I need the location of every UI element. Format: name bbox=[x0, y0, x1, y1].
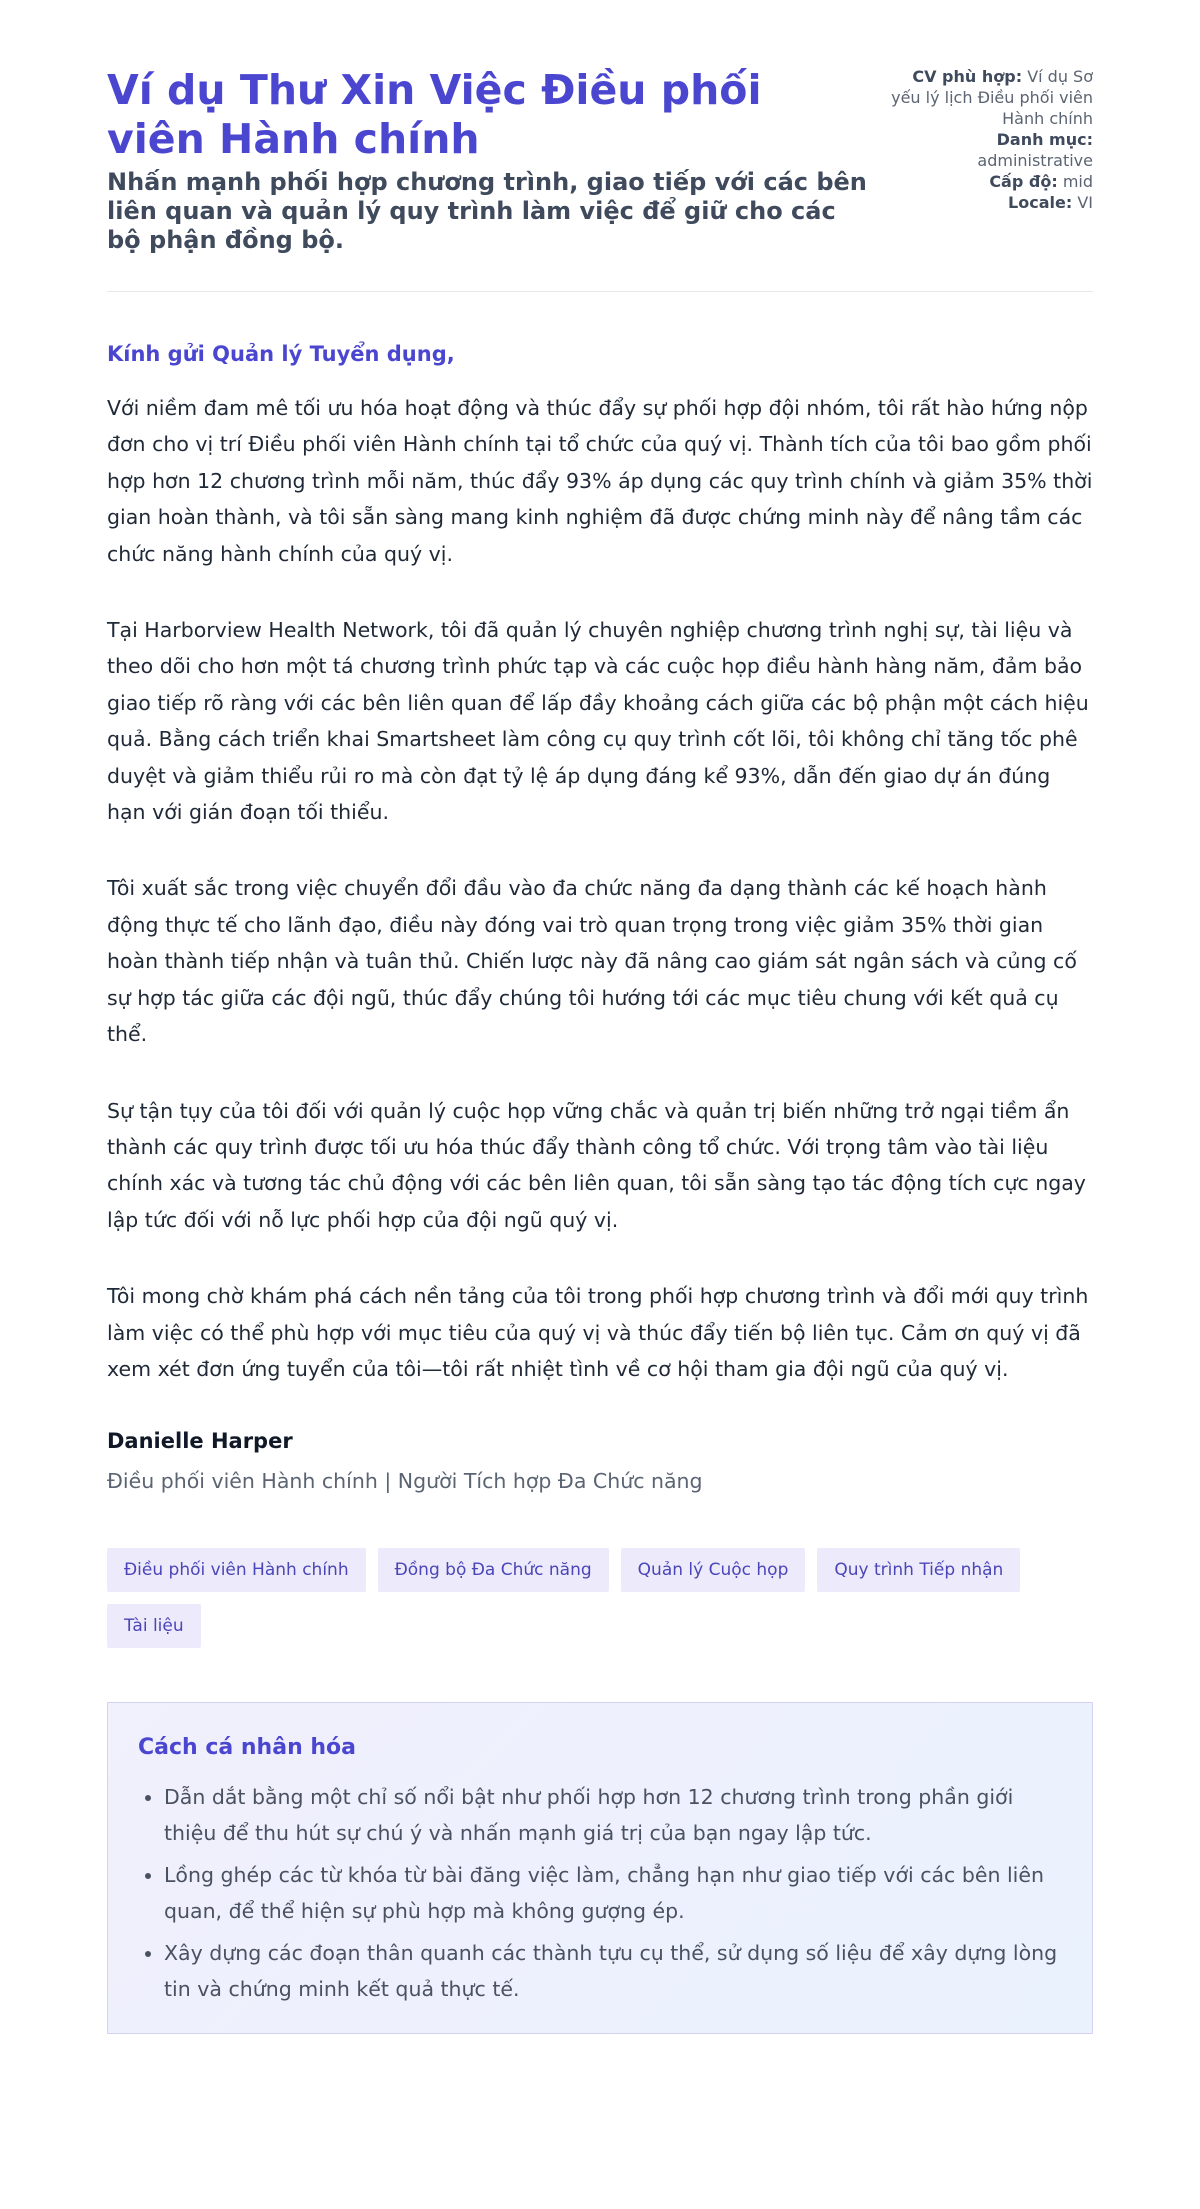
letter-paragraph: Tôi xuất sắc trong việc chuyển đổi đầu vào đa chức năng đa dạng thành các kế hoạch hành động thực tế cho lãnh đạo, điều này đóng vai trò quan trọng trong việc giảm 35% thời gian hoàn thành tiếp nhận và tuân thủ. Chiến lược này đã nâng cao giám sát ngân sách và củng cố sự hợp tác giữa các đội ngũ, thúc đẩy chúng tôi hướng tới các mục tiêu chung với kết quả cụ thể. bbox=[107, 876, 1077, 1047]
meta-locale-row bbox=[878, 192, 1093, 213]
meta-cv-label: CV phù hợp: bbox=[912, 67, 1023, 86]
meta-locale-label: Locale: bbox=[1008, 193, 1073, 212]
meta-panel bbox=[878, 66, 1093, 213]
tag-chip[interactable]: Đồng bộ Đa Chức năng bbox=[378, 1548, 609, 1592]
letter-paragraph: Tôi mong chờ khám phá cách nền tảng của tôi trong phối hợp chương trình và đổi mới quy trình làm việc có thể phù hợp với mục tiêu của quý vị và thúc đẩy tiến bộ liên tục. Cảm ơn quý vị đã xem xét đơn ứng tuyển của tôi—tôi rất nhiệt tình về cơ hội tham gia đội ngũ của quý vị. bbox=[107, 1284, 1089, 1381]
title-block bbox=[107, 66, 867, 255]
tip-item: • Xây dựng các đoạn thân quanh các thành tựu cụ thể, sử dụng số liệu để xây dựng lòng tin và chứng minh kết quả thực tế. bbox=[164, 1935, 1062, 2007]
tips-list bbox=[138, 1779, 1062, 2007]
tag-chip[interactable]: Quản lý Cuộc họp bbox=[621, 1548, 806, 1592]
letter-paragraph: Tại Harborview Health Network, tôi đã quản lý chuyên nghiệp chương trình nghị sự, tài liệu và theo dõi cho hơn một tá chương trình phức tạp và các cuộc họp điều hành hàng năm, đảm bảo giao tiếp rõ ràng với các bên liên quan để lấp đầy khoảng cách giữa các bộ phận một cách hiệu quả. Bằng cách triển khai Smartsheet làm công cụ quy trình cốt lõi, tôi không chỉ tăng tốc phê duyệt và giảm thiểu rủi ro mà còn đạt tỷ lệ áp dụng đáng kể 93%, dẫn đến giao dự án đúng hạn với gián đoạn tối thiểu. bbox=[107, 618, 1089, 825]
page-title: Ví dụ Thư Xin Việc Điều phối viên Hành chính bbox=[107, 66, 762, 163]
meta-category-label: Danh mục: bbox=[996, 130, 1093, 149]
tips-title: Cách cá nhân hóa bbox=[138, 1735, 357, 1761]
page-subtitle: Nhấn mạnh phối hợp chương trình, giao tiếp với các bên liên quan và quản lý quy trình làm việc để giữ cho các bộ phận đồng bộ. bbox=[107, 168, 867, 254]
tag-chip[interactable]: Điều phối viên Hành chính bbox=[107, 1548, 366, 1592]
tip-item: • Lồng ghép các từ khóa từ bài đăng việc làm, chẳng hạn như giao tiếp với các bên liên quan, để thể hiện sự phù hợp mà không gượng ép. bbox=[164, 1857, 1062, 1929]
meta-category-row bbox=[878, 129, 1093, 171]
tag-list bbox=[107, 1548, 1093, 1648]
meta-cv-value: Ví dụ Sơ yếu lý lịch Điều phối viên Hành chính bbox=[891, 67, 1093, 128]
tag-chip[interactable]: Tài liệu bbox=[107, 1604, 201, 1648]
signature-title: Điều phối viên Hành chính | Người Tích hợp Đa Chức năng bbox=[107, 1469, 703, 1494]
tip-item: • Dẫn dắt bằng một chỉ số nổi bật như phối hợp hơn 12 chương trình trong phần giới thiệu để thu hút sự chú ý và nhấn mạnh giá trị của bạn ngay lập tức. bbox=[164, 1779, 1062, 1851]
meta-level-row bbox=[878, 171, 1093, 192]
letter-paragraph: Với niềm đam mê tối ưu hóa hoạt động và thúc đẩy sự phối hợp đội nhóm, tôi rất hào hứng nộp đơn cho vị trí Điều phối viên Hành chính tại tổ chức của quý vị. Thành tích của tôi bao gồm phối hợp hơn 12 chương trình mỗi năm, thúc đẩy 93% áp dụng các quy trình chính và giảm 35% thời gian hoàn thành, và tôi sẵn sàng mang kinh nghiệm đã được chứng minh này để nâng tầm các chức năng hành chính của quý vị. bbox=[107, 396, 1093, 566]
letter-salutation: Kính gửi Quản lý Tuyển dụng, bbox=[107, 342, 455, 366]
page-header bbox=[107, 66, 1093, 255]
signature-name: Danielle Harper bbox=[107, 1429, 293, 1454]
signature-block bbox=[107, 1427, 1093, 1495]
meta-locale-value: VI bbox=[1077, 193, 1093, 212]
tag-chip[interactable]: Quy trình Tiếp nhận bbox=[817, 1548, 1020, 1592]
personalization-tips-box bbox=[107, 1702, 1093, 2034]
meta-level-value: mid bbox=[1062, 172, 1093, 191]
letter-body bbox=[107, 390, 1093, 1387]
meta-level-label: Cấp độ: bbox=[989, 172, 1058, 191]
meta-category-value: administrative bbox=[977, 151, 1093, 170]
letter-paragraph: Sự tận tụy của tôi đối với quản lý cuộc họp vững chắc và quản trị biến những trở ngại tiềm ẩn thành các quy trình được tối ưu hóa thúc đẩy thành công tổ chức. Với trọng tâm vào tài liệu chính xác và tương tác chủ động với các bên liên quan, tôi sẵn sàng tạo tác động tích cực ngay lập tức đối với nỗ lực phối hợp của đội ngũ quý vị. bbox=[107, 1098, 1086, 1232]
header-divider bbox=[107, 291, 1093, 292]
meta-cv-row bbox=[878, 66, 1093, 129]
